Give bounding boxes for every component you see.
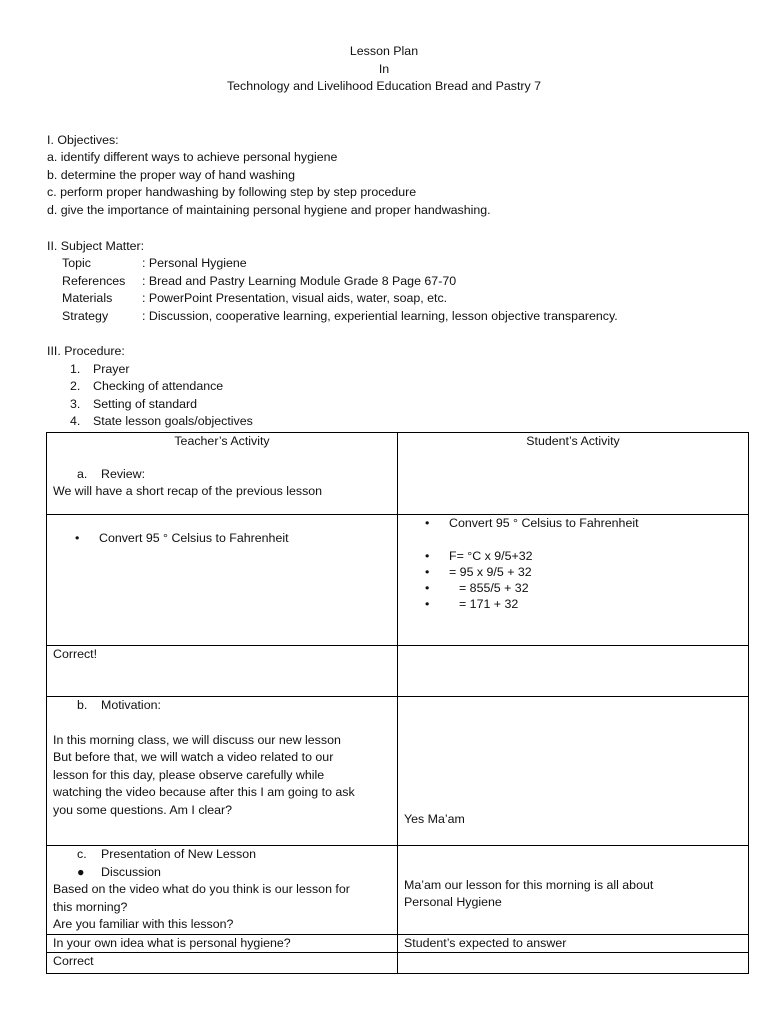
procedure-step-text: State lesson goals/objectives xyxy=(93,414,253,428)
bullet-icon: • xyxy=(425,516,430,530)
presentation-marker: c. xyxy=(77,847,87,861)
objectives-heading: I. Objectives: xyxy=(47,133,119,147)
motivation-item xyxy=(53,697,391,715)
formula-line xyxy=(425,596,518,614)
teacher-activity-header: Teacher’s Activity xyxy=(174,434,270,448)
procedure-step-number: 2. xyxy=(70,379,81,393)
correct-feedback: Correct! xyxy=(53,647,98,661)
formula-line xyxy=(425,564,532,582)
question-idea: In your own idea what is personal hygiene? xyxy=(53,935,291,950)
motivation-answer: Yes Ma’am xyxy=(404,812,465,826)
procedure-step-number: 3. xyxy=(70,397,81,411)
discussion-answer-line: Ma’am our lesson for this morning is all about xyxy=(404,878,654,892)
subject-matter-value: : Discussion, cooperative learning, experiential learning, lesson objective transparency. xyxy=(142,309,618,323)
subject-matter-label: Materials xyxy=(62,291,113,305)
table-row xyxy=(47,433,749,515)
student-cell xyxy=(398,433,749,515)
objective-item: b. determine the proper way of hand washing xyxy=(47,168,295,182)
teacher-cell xyxy=(47,953,398,974)
objective-item: d. give the importance of maintaining personal hygiene and proper handwashing. xyxy=(47,203,491,217)
discussion-item xyxy=(53,864,391,882)
procedure-heading: III. Procedure: xyxy=(47,344,125,358)
student-activity-header: Student’s Activity xyxy=(526,434,620,448)
review-text: We will have a short recap of the previous lesson xyxy=(53,484,323,498)
document-title: Lesson Plan xyxy=(349,44,419,58)
discussion-line: Are you familiar with this lesson? xyxy=(53,917,234,931)
document-title-in: In xyxy=(378,62,390,76)
discussion-answer-line: Personal Hygiene xyxy=(404,895,502,909)
motivation-marker: b. xyxy=(77,698,88,712)
objective-item: a. identify different ways to achieve personal hygiene xyxy=(47,150,338,164)
teacher-cell xyxy=(47,697,398,846)
review-marker: a. xyxy=(77,466,88,481)
subject-matter-label: Topic xyxy=(62,256,91,270)
activity-table xyxy=(46,432,749,974)
teacher-cell xyxy=(47,846,398,935)
student-cell xyxy=(398,846,749,935)
procedure-step-text: Checking of attendance xyxy=(93,379,224,393)
subject-matter-label: References xyxy=(62,274,126,288)
discussion-label: Discussion xyxy=(101,864,161,879)
bullet-icon: • xyxy=(425,581,430,595)
student-cell xyxy=(398,953,749,974)
procedure-step-number: 4. xyxy=(70,414,81,428)
bullet-icon: • xyxy=(425,597,430,611)
discussion-line: Based on the video what do you think is our lesson for xyxy=(53,882,350,896)
subject-matter-row xyxy=(62,290,447,308)
subject-matter-label: Strategy xyxy=(62,309,109,323)
table-row xyxy=(47,646,749,697)
document-subject: Technology and Livelihood Education Bread and Pastry 7 xyxy=(226,79,542,93)
teacher-cell xyxy=(47,515,398,646)
formula-line xyxy=(425,548,532,566)
review-title: Review: xyxy=(101,466,146,481)
student-cell xyxy=(398,646,749,697)
student-cell xyxy=(398,515,749,646)
subject-matter-heading: II. Subject Matter: xyxy=(47,239,145,253)
procedure-step xyxy=(70,361,130,379)
teacher-cell xyxy=(47,433,398,515)
subject-matter-row xyxy=(62,255,247,273)
formula-text: = 855/5 + 32 xyxy=(459,581,529,595)
formula-line xyxy=(425,580,529,598)
table-row xyxy=(47,697,749,846)
subject-matter-value: : Bread and Pastry Learning Module Grade 8 Page 67-70 xyxy=(142,274,457,288)
motivation-line: watching the video because after this I am going to ask xyxy=(53,785,355,799)
student-cell xyxy=(398,697,749,846)
teacher-cell xyxy=(47,934,398,953)
motivation-line: But before that, we will watch a video related to our xyxy=(53,750,334,764)
bullet-icon: • xyxy=(425,549,430,563)
discussion-line: this morning? xyxy=(53,899,128,914)
table-row xyxy=(47,934,749,953)
procedure-step-text: Setting of standard xyxy=(93,397,198,411)
subject-matter-row xyxy=(62,308,618,326)
student-cell xyxy=(398,934,749,953)
objective-item: c. perform proper handwashing by following step by step procedure xyxy=(47,185,417,199)
procedure-step xyxy=(70,396,197,414)
formula-text: = 95 x 9/5 + 32 xyxy=(449,565,532,579)
formula-text: F= °C x 9/5+32 xyxy=(449,549,533,563)
bullet-icon: • xyxy=(75,531,80,545)
presentation-title: Presentation of New Lesson xyxy=(101,847,256,861)
motivation-title: Motivation: xyxy=(101,698,161,712)
motivation-line: lesson for this day, please observe carefully while xyxy=(53,767,325,782)
bullet-icon: • xyxy=(425,565,430,579)
bullet-icon: ● xyxy=(77,864,85,879)
correct-feedback: Correct xyxy=(53,954,94,968)
presentation-item xyxy=(53,846,391,864)
table-row xyxy=(47,953,749,974)
review-item xyxy=(53,466,391,484)
teacher-cell xyxy=(47,646,398,697)
expected-answer: Student’s expected to answer xyxy=(404,935,567,950)
motivation-line: you some questions. Am I clear? xyxy=(53,802,233,817)
procedure-step xyxy=(70,413,253,431)
table-row xyxy=(47,846,749,935)
convert-teacher-item xyxy=(75,530,289,548)
procedure-step xyxy=(70,378,223,396)
motivation-line: In this morning class, we will discuss our new lesson xyxy=(53,732,341,747)
formula-text: = 171 + 32 xyxy=(459,597,519,611)
subject-matter-value: : Personal Hygiene xyxy=(142,256,247,270)
convert-student-item xyxy=(425,515,639,533)
subject-matter-row xyxy=(62,273,456,291)
table-row xyxy=(47,515,749,646)
subject-matter-value: : PowerPoint Presentation, visual aids, water, soap, etc. xyxy=(142,291,448,305)
convert-teacher-text: Convert 95 ° Celsius to Fahrenheit xyxy=(99,531,289,545)
convert-student-text: Convert 95 ° Celsius to Fahrenheit xyxy=(449,516,639,530)
procedure-step-number: 1. xyxy=(70,362,81,376)
procedure-step-text: Prayer xyxy=(93,362,130,376)
